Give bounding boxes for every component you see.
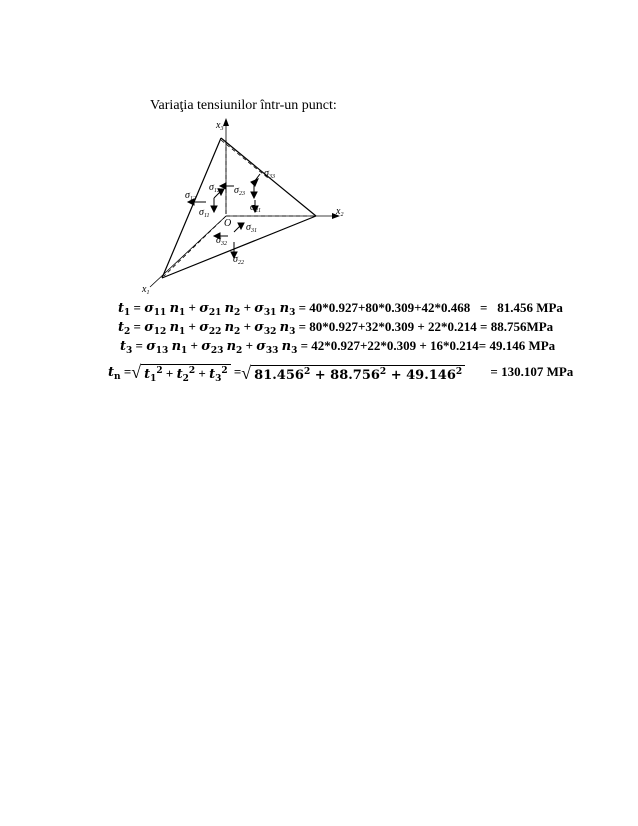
section-heading: Variaţia tensiunilor într-un punct:	[150, 98, 337, 113]
tn-value-2: 88.756	[330, 367, 380, 383]
axis-x3-arrow	[223, 118, 229, 126]
equation-t1: $t_1 = \sigma_{11}$ $n_1 + \sigma_{21}$ $n_2 + \sigma_{31}$ $n_3 = 40*0.927+80*0.309+42*0.468 = 81.456$ MPa	[118, 300, 563, 318]
equation-t3-rhs: = 42*0.927+22*0.309 + 16*0.214= 49.146 MPa	[300, 338, 556, 353]
label-s32: $\sigma_{32}$	[216, 235, 227, 247]
equation-t2: $t_2 = \sigma_{12}$ $n_1 + \sigma_{22}$ $n_2 + \sigma_{32}$ $n_3 = 80*0.927+32*0.309 + 22*0.214 = 88.756MPa$	[118, 319, 554, 337]
tn-value-3: 49.146	[406, 367, 456, 383]
label-origin: O	[224, 218, 232, 229]
label-s13: $\sigma_{13}$	[209, 182, 220, 194]
equation-tn: $t_n$ =√ $t_1^2 + t_2^2 + t_3^2$ =√ $81.456^2 + 88.756^2 + 49.146^2 = 130.107$ MPa	[108, 362, 574, 384]
equation-tn-result: = 130.107 MPa	[490, 363, 574, 379]
dashed-edge-top	[221, 140, 268, 178]
label-s11: $\sigma_{11}$	[199, 207, 210, 219]
equation-t3: $t_3 = \sigma_{13}$ $n_1 + \sigma_{23}$ $n_2 + \sigma_{33}$ $n_3 = 42*0.927+22*0.309 + 16*0.214= 49.146$ MPa	[120, 338, 556, 356]
stress-tetrahedron-diagram	[130, 112, 360, 297]
label-x1: $x_1$	[142, 284, 150, 296]
sqrt-numeric: √ $81.456^2 + 88.756^2 + 49.146^2$	[241, 363, 465, 384]
equation-t1-rhs: = 40*0.927+80*0.309+42*0.468 = 81.456 MPa	[298, 300, 563, 315]
label-x2: $x_2$	[336, 206, 344, 218]
sqrt-t-sum: √ $t_1^2 + t_2^2 + t_3^2$	[131, 362, 230, 384]
label-s21: $\sigma_{21}$	[250, 202, 261, 214]
equation-t2-rhs: = 80*0.927+32*0.309 + 22*0.214 = 88.756MPa	[298, 319, 554, 334]
label-s31: $\sigma_{31}$	[246, 222, 257, 234]
label-s22: $\sigma_{22}$	[233, 254, 244, 266]
label-s23: $\sigma_{23}$	[234, 185, 245, 197]
label-x3: $x_3$	[216, 120, 224, 132]
label-s33-top: $\sigma_{33}$	[264, 168, 275, 180]
label-s12: $\sigma_{12}$	[185, 190, 196, 202]
tn-value-1: 81.456	[254, 367, 304, 383]
